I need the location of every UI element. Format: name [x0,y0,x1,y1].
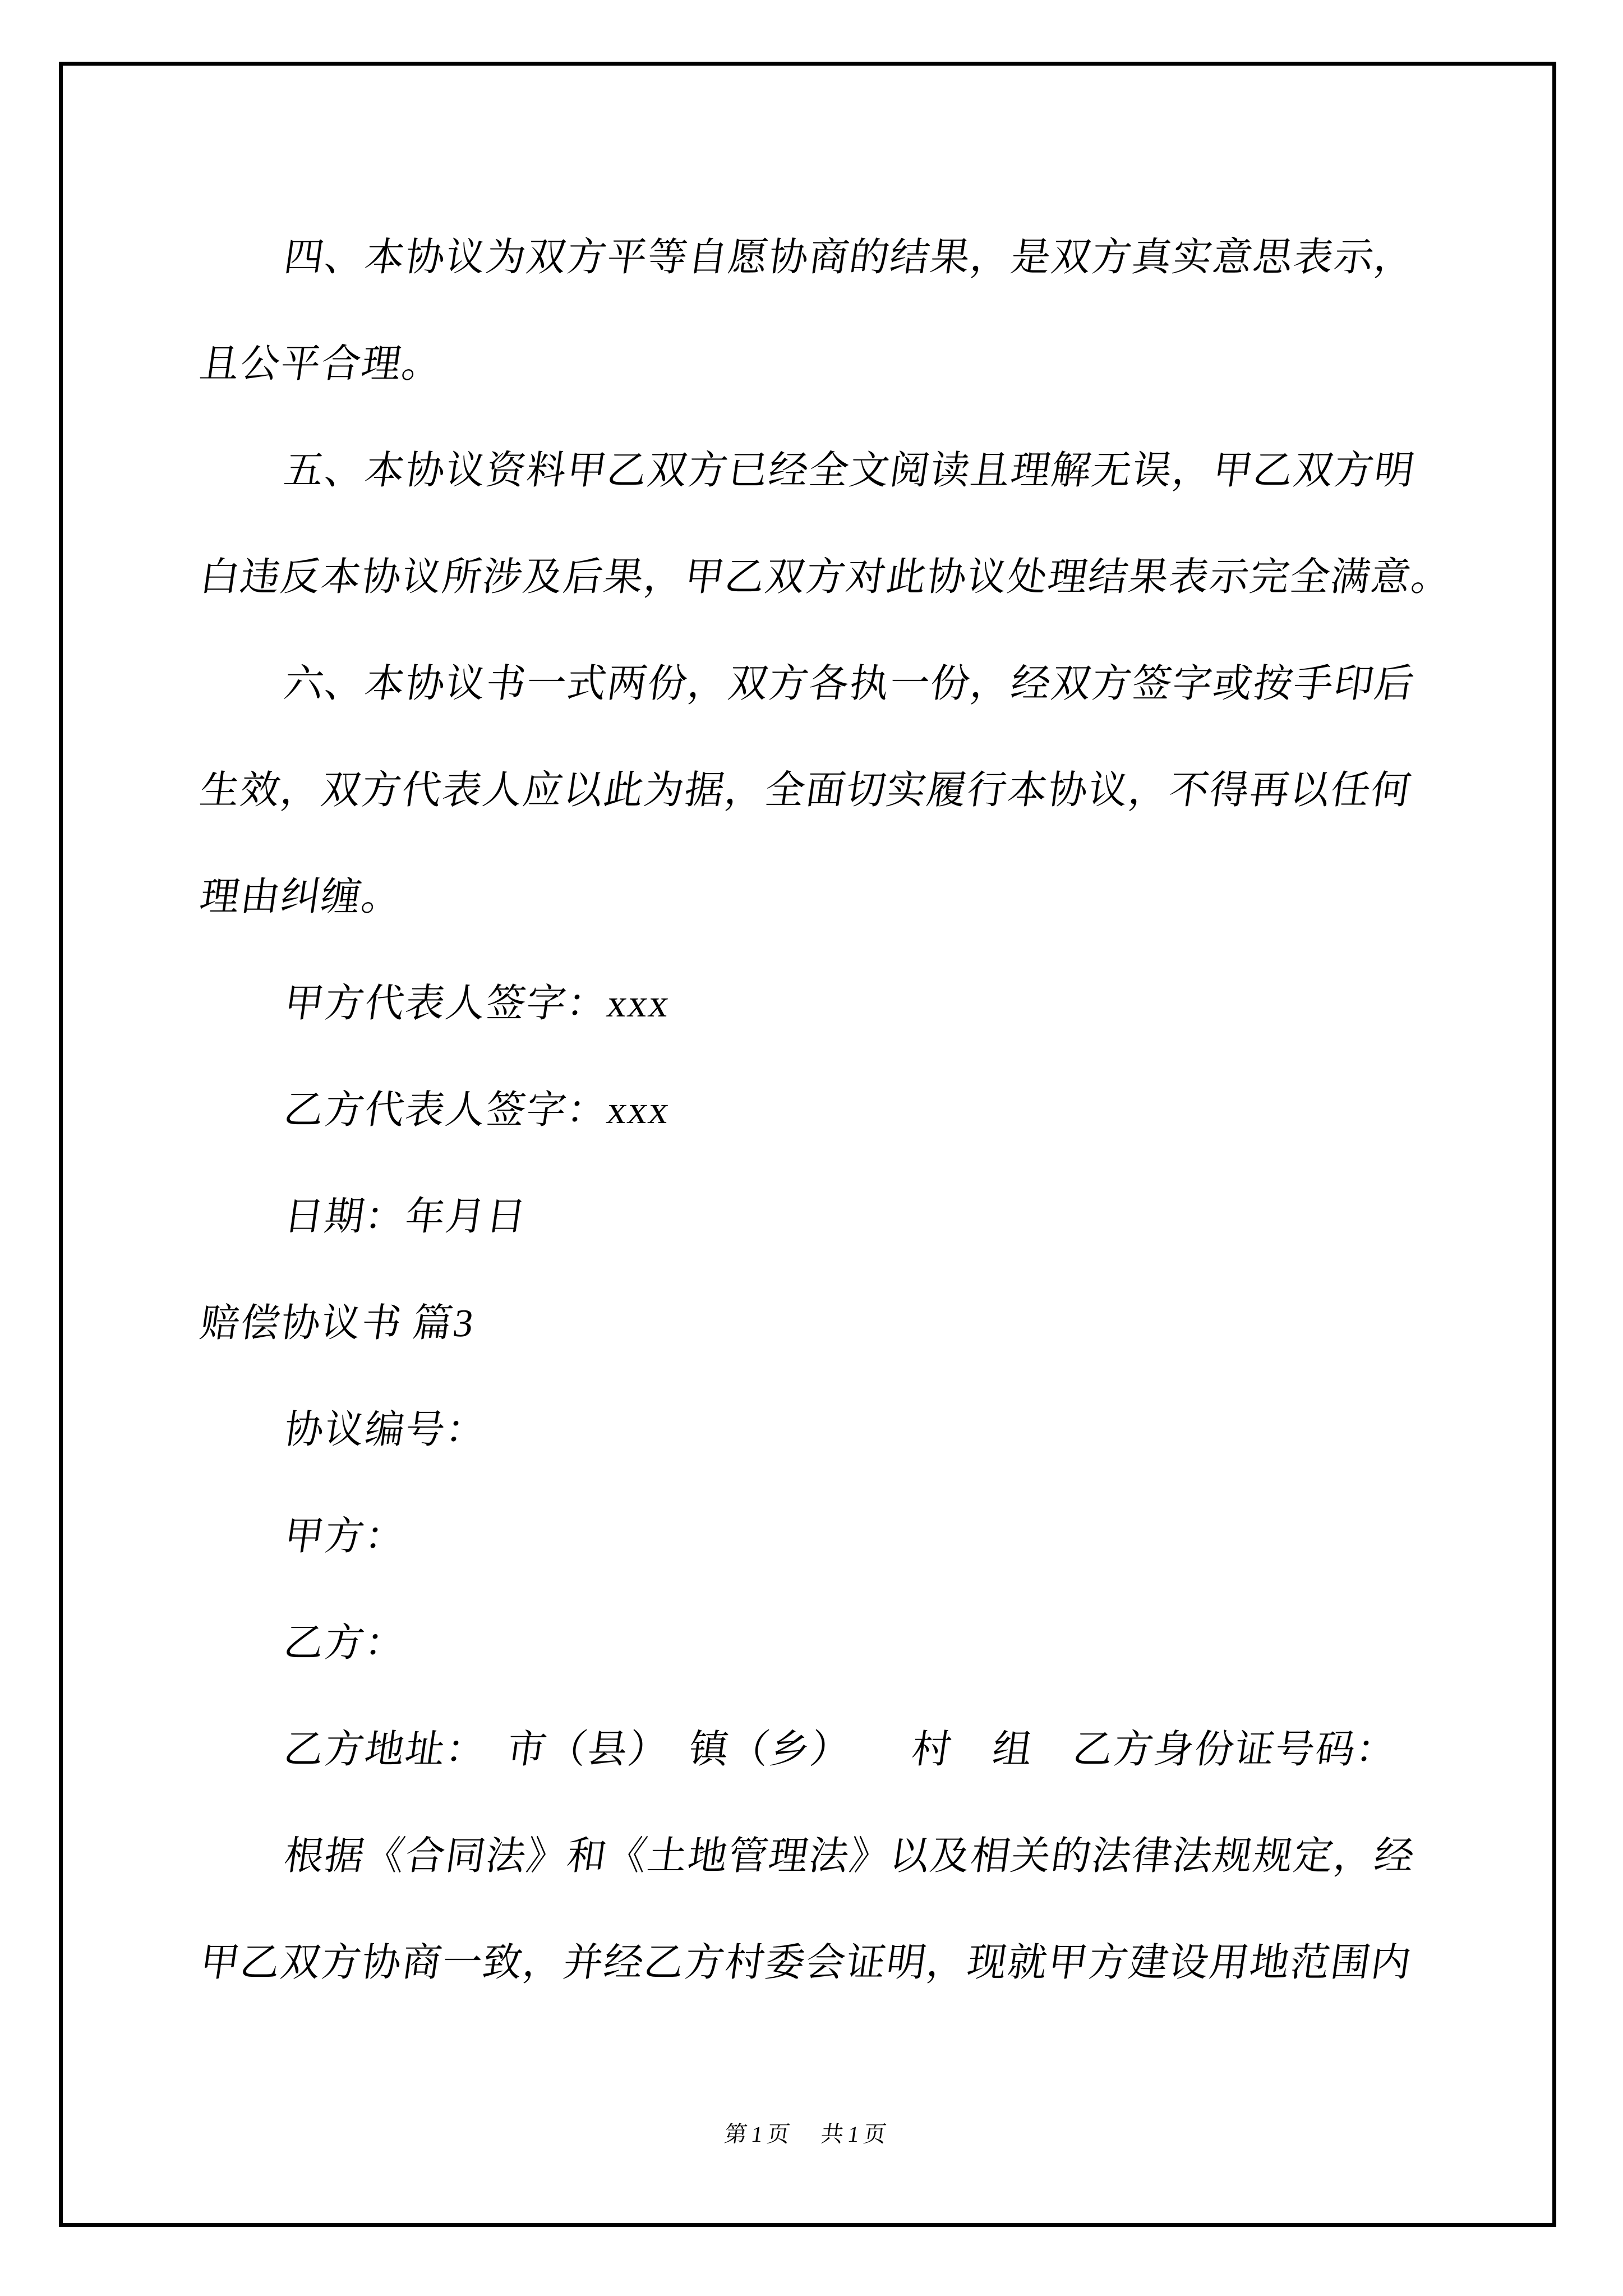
party-a-line: 甲方： [281,1515,409,1558]
legal-basis-line-1: 根据《合同法》和《土地管理法》以及相关的法律法规规定，经 [281,1835,1418,1878]
agreement-number-line: 协议编号： [281,1409,490,1452]
clause-six-line-1: 六、本协议书一式两份，双方各执一份，经双方签字或按手印后 [281,662,1418,706]
page-number-footer: 第1页 共1页 [722,2122,893,2147]
clause-five-line-1: 五、本协议资料甲乙双方已经全文阅读且理解无误，甲乙双方明 [281,449,1418,493]
party-b-line: 乙方： [281,1622,409,1665]
clause-four-line-2: 且公平合理。 [197,343,446,386]
party-b-address-line: 乙方地址： 市（县） 镇（乡） 村 组 乙方身份证号码： [281,1728,1400,1772]
clause-six-line-2: 生效，双方代表人应以此为据，全面切实履行本协议，不得再以任何 [197,769,1415,812]
section-title-pian-3: 赔偿协议书 篇3 [197,1302,477,1345]
document-body [197,205,1524,2017]
clause-four-line-1: 四、本协议为双方平等自愿协商的结果，是双方真实意思表示， [281,236,1418,279]
legal-basis-line-2: 甲乙双方协商一致，并经乙方村委会证明，现就甲方建设用地范围内 [197,1941,1415,1985]
clause-six-line-3: 理由纠缠。 [197,876,405,919]
clause-five-line-2: 白违反本协议所涉及后果，甲乙双方对此协议处理结果表示完全满意。 [197,556,1455,599]
party-b-signature-line: 乙方代表人签字：xxx [281,1089,673,1132]
party-a-signature-line: 甲方代表人签字：xxx [281,982,673,1025]
date-line: 日期：年月日 [281,1195,530,1239]
